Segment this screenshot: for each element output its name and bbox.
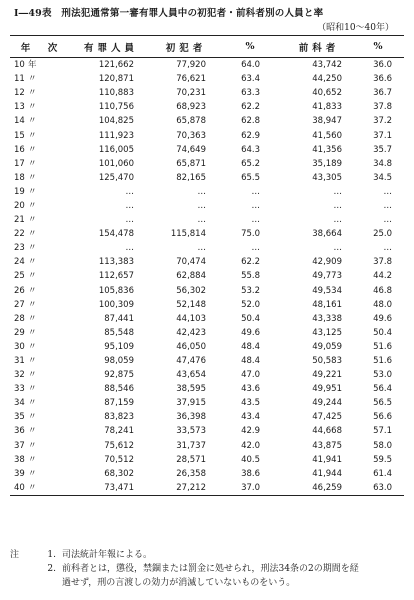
cell-first-offenders: 65,878 [176,116,206,127]
cell-year [10,171,72,185]
table-row [10,326,404,340]
cell-year [10,368,72,382]
cell-prior-pct: 57.1 [373,426,392,437]
ditto-mark: 〃 [28,116,37,127]
cell-first-offenders: 56,302 [176,285,206,296]
header-prior-pct: % [356,36,404,58]
cell-first-pct: 40.5 [241,454,260,465]
cell-year [10,100,72,114]
cell-year [10,453,72,467]
table-row [10,100,404,114]
cell-prior-record: 41,944 [312,468,342,479]
table-row [10,396,404,410]
cell-prior-record: 50,583 [312,356,342,367]
cell-prior-pct: 37.8 [373,257,392,268]
cell-first-offenders: 31,737 [176,440,206,451]
cell-convicted: 85,548 [104,327,134,338]
cell-year [10,227,72,241]
cell-year [10,114,72,128]
ditto-mark: 〃 [28,215,37,226]
cell-year [10,284,72,298]
cell-year [10,481,72,496]
ditto-mark: 〃 [28,440,37,451]
cell-prior-record: 41,560 [312,130,342,141]
cell-prior-pct: 37.8 [373,102,392,113]
year-number: 25 [14,271,25,282]
ditto-mark: 〃 [28,271,37,282]
ditto-mark: 〃 [28,327,37,338]
cell-convicted: 112,657 [98,271,134,282]
cell-convicted: 92,875 [104,370,134,381]
cell-prior-record: 43,742 [312,60,342,71]
cell-prior-pct: 50.4 [373,327,392,338]
table-row [10,453,404,467]
cell-convicted: 83,823 [104,412,134,423]
cell-first-offenders: 65,871 [176,158,206,169]
ditto-mark: 〃 [28,158,37,169]
cell-prior-record: 41,833 [312,102,342,113]
table-row [10,86,404,100]
ditto-mark: 〃 [28,313,37,324]
table-row [10,58,404,73]
cell-first-offenders: 76,621 [176,74,206,85]
ditto-mark: 〃 [28,482,37,493]
year-number: 18 [14,172,25,183]
cell-convicted: 87,441 [104,313,134,324]
cell-first-offenders: 33,573 [176,426,206,437]
cell-prior-record: 49,244 [312,398,342,409]
cell-first-pct: … [251,200,260,211]
cell-convicted: 73,471 [72,481,150,496]
cell-convicted: 88,546 [104,384,134,395]
year-number: 26 [14,285,25,296]
cell-convicted: 95,109 [104,341,134,352]
table-subtitle: （昭和10～40年） [317,23,394,33]
cell-year [10,128,72,142]
cell-year [10,354,72,368]
cell-prior-pct: 49.6 [373,313,392,324]
table-row [10,481,404,496]
cell-first-pct: 47.0 [241,370,260,381]
note-1 [10,548,406,562]
cell-prior-record: 44,668 [312,426,342,437]
year-number: 36 [14,426,25,437]
cell-year [10,255,72,269]
cell-prior-pct: 34.5 [373,172,392,183]
ditto-mark: 〃 [28,243,37,254]
ditto-mark: 〃 [28,200,37,211]
cell-first-pct: 50.4 [241,313,260,324]
cell-first-pct: 65.2 [241,158,260,169]
cell-year [10,326,72,340]
cell-convicted: 120,871 [98,74,134,85]
year-number: 24 [14,257,25,268]
year-number: 37 [14,440,25,451]
table-row [10,340,404,354]
cell-first-offenders: 52,148 [176,299,206,310]
note-label: 注 [10,550,20,560]
table-row [10,255,404,269]
cell-convicted: 110,883 [98,88,134,99]
cell-year [10,396,72,410]
cell-convicted: 68,302 [104,468,134,479]
year-unit: 年 [28,60,37,71]
table-row [10,382,404,396]
cell-prior-pct: 36.7 [373,88,392,99]
cell-convicted: 116,005 [98,144,134,155]
year-number: 39 [14,468,25,479]
cell-first-pct: 52.0 [241,299,260,310]
table-row [10,312,404,326]
cell-prior-record: 41,356 [312,144,342,155]
cell-convicted: 111,923 [98,130,134,141]
ditto-mark: 〃 [28,356,37,367]
year-number: 35 [14,412,25,423]
note-text: 司法統計年報による。 [62,550,153,560]
cell-year [10,424,72,438]
ditto-mark: 〃 [28,74,37,85]
year-number: 22 [14,229,25,240]
cell-first-pct: 43.5 [241,398,260,409]
cell-prior-pct: 36.6 [373,74,392,85]
cell-convicted: 154,478 [98,229,134,240]
year-number: 12 [14,88,25,99]
cell-convicted: 100,309 [98,299,134,310]
header-convicted: 有罪人員 [72,36,150,58]
cell-prior-pct: … [383,215,392,226]
cell-first-pct: … [251,186,260,197]
cell-year [10,340,72,354]
year-number: 14 [14,116,25,127]
cell-first-offenders: 77,920 [176,60,206,71]
table-row [10,269,404,283]
cell-first-pct: 65.5 [241,172,260,183]
table-row [10,185,404,199]
table-row [10,284,404,298]
cell-prior-pct: … [383,243,392,254]
cell-first-pct: 48.4 [241,356,260,367]
header-prior-record: 前科者 [282,36,356,58]
cell-prior-record: 43,338 [312,313,342,324]
statistics-table [10,35,404,496]
table-row [10,467,404,481]
cell-convicted: 110,756 [98,102,134,113]
year-number: 31 [14,356,25,367]
cell-convicted: 70,512 [104,454,134,465]
cell-year [10,86,72,100]
header-row [10,36,404,58]
cell-first-pct: 53.2 [241,285,260,296]
cell-prior-record: … [333,243,342,254]
year-number: 34 [14,398,25,409]
note-text: 前科者とは，懲役，禁錮または罰金に処せられ，刑法34条の2の期間を経 [62,564,359,574]
note-number: 2. [47,564,56,574]
cell-first-offenders: 47,476 [176,356,206,367]
table-row [10,410,404,424]
cell-year [10,241,72,255]
table-row [10,114,404,128]
cell-first-pct: 48.4 [241,341,260,352]
cell-prior-record: 44,250 [312,74,342,85]
cell-prior-pct: 58.0 [373,440,392,451]
cell-prior-pct: 56.6 [373,412,392,423]
cell-prior-record: 49,059 [312,341,342,352]
cell-convicted: 87,159 [104,398,134,409]
cell-convicted: 104,825 [98,116,134,127]
cell-first-pct: 62.2 [241,102,260,113]
cell-first-offenders: 36,398 [176,412,206,423]
cell-convicted: 121,662 [98,60,134,71]
year-number: 16 [14,144,25,155]
cell-first-offenders: … [197,200,206,211]
cell-first-offenders: … [197,186,206,197]
cell-first-offenders: 115,814 [170,229,206,240]
table-row [10,128,404,142]
year-number: 20 [14,200,25,211]
cell-first-pct: 63.4 [241,74,260,85]
cell-year [10,72,72,86]
cell-convicted: 101,060 [98,158,134,169]
year-number: 32 [14,370,25,381]
cell-convicted: … [125,186,134,197]
cell-year [10,58,72,73]
cell-convicted: … [125,215,134,226]
cell-prior-record: 46,259 [282,481,356,496]
table-row [10,143,404,157]
cell-first-pct: 75.0 [241,229,260,240]
cell-first-offenders: 70,363 [176,130,206,141]
cell-first-pct: 43.6 [241,384,260,395]
cell-first-pct: 37.0 [222,481,282,496]
cell-prior-pct: 56.5 [373,398,392,409]
year-number: 21 [14,215,25,226]
year-number: 23 [14,243,25,254]
note-text-continued: 過せず，刑の言渡しの効力が消滅していないものをいう。 [62,578,296,588]
cell-first-offenders: 28,571 [176,454,206,465]
cell-first-pct: 64.0 [241,60,260,71]
notes [10,548,406,590]
cell-year [10,199,72,213]
cell-prior-pct: 63.0 [356,481,404,496]
cell-convicted: … [125,243,134,254]
year-number: 29 [14,327,25,338]
cell-first-pct: 42.9 [241,426,260,437]
cell-first-offenders: 27,212 [150,481,222,496]
cell-first-pct: 49.6 [241,327,260,338]
cell-year [10,298,72,312]
table-row [10,241,404,255]
ditto-mark: 〃 [28,299,37,310]
cell-first-pct: … [251,215,260,226]
table-row [10,424,404,438]
cell-convicted: 105,836 [98,285,134,296]
table-row [10,157,404,171]
cell-year [10,213,72,227]
cell-prior-record: 35,189 [312,158,342,169]
cell-prior-pct: 37.1 [373,130,392,141]
cell-prior-record: 40,652 [312,88,342,99]
year-number: 28 [14,313,25,324]
cell-prior-pct: 51.6 [373,356,392,367]
cell-prior-record: … [333,215,342,226]
cell-prior-pct: 51.6 [373,341,392,352]
cell-prior-pct: … [383,186,392,197]
cell-prior-pct: 44.2 [373,271,392,282]
year-number: 33 [14,384,25,395]
cell-first-offenders: 37,915 [176,398,206,409]
cell-prior-pct: 35.7 [373,144,392,155]
ditto-mark: 〃 [28,454,37,465]
cell-first-pct: 38.6 [241,468,260,479]
cell-prior-pct: 59.5 [373,454,392,465]
cell-prior-record: 41,941 [312,454,342,465]
cell-first-pct: 63.3 [241,88,260,99]
cell-first-offenders: 38,595 [176,384,206,395]
cell-first-pct: 62.9 [241,130,260,141]
cell-first-pct: 42.0 [241,440,260,451]
note-number: 1. [47,550,56,560]
cell-year [10,312,72,326]
ditto-mark: 〃 [28,130,37,141]
cell-first-offenders: … [197,243,206,254]
cell-first-offenders: 46,050 [176,341,206,352]
ditto-mark: 〃 [28,426,37,437]
cell-prior-pct: 34.8 [373,158,392,169]
cell-year [10,467,72,481]
table-body [10,58,404,496]
cell-first-offenders: 68,923 [176,102,206,113]
table-row [10,227,404,241]
cell-prior-pct: 56.4 [373,384,392,395]
table-row [10,199,404,213]
cell-prior-record: … [333,200,342,211]
cell-convicted: 113,383 [98,257,134,268]
ditto-mark: 〃 [28,229,37,240]
header-year: 年 次 [10,36,72,58]
cell-prior-record: 42,909 [312,257,342,268]
cell-prior-record: 43,125 [312,327,342,338]
cell-prior-pct: … [383,200,392,211]
cell-year [10,269,72,283]
cell-prior-record: 48,161 [312,299,342,310]
ditto-mark: 〃 [28,172,37,183]
year-number: 19 [14,186,25,197]
cell-first-offenders: 70,231 [176,88,206,99]
cell-first-pct: 62.2 [241,257,260,268]
ditto-mark: 〃 [28,285,37,296]
cell-prior-pct: 48.0 [373,299,392,310]
ditto-mark: 〃 [28,384,37,395]
year-number: 10 [14,60,25,71]
cell-first-offenders: 44,103 [176,313,206,324]
table-title: I―49表 刑法犯通常第一審有罪人員中の初犯者・前科者別の人員と率 [14,8,324,19]
cell-year [10,382,72,396]
note-2 [10,562,406,576]
year-number: 30 [14,341,25,352]
cell-first-offenders: 74,649 [176,144,206,155]
year-number: 27 [14,299,25,310]
cell-first-pct: 43.4 [241,412,260,423]
cell-first-offenders: 82,165 [176,172,206,183]
header-first-offenders: 初犯者 [150,36,222,58]
cell-first-offenders: 42,423 [176,327,206,338]
table-row [10,368,404,382]
ditto-mark: 〃 [28,341,37,352]
cell-first-offenders: 70,474 [176,257,206,268]
year-number: 13 [14,102,25,113]
cell-prior-pct: 36.0 [373,60,392,71]
cell-first-offenders: 62,884 [176,271,206,282]
year-number: 40 [14,482,25,493]
table-row [10,354,404,368]
cell-convicted: 98,059 [104,356,134,367]
cell-convicted: … [125,200,134,211]
cell-prior-pct: 46.8 [373,285,392,296]
cell-year [10,410,72,424]
cell-prior-record: 49,534 [312,285,342,296]
cell-first-pct: 64.3 [241,144,260,155]
year-number: 38 [14,454,25,465]
table-row [10,439,404,453]
cell-prior-record: 49,773 [312,271,342,282]
ditto-mark: 〃 [28,257,37,268]
cell-prior-pct: 61.4 [373,468,392,479]
ditto-mark: 〃 [28,370,37,381]
ditto-mark: 〃 [28,102,37,113]
cell-convicted: 75,612 [104,440,134,451]
ditto-mark: 〃 [28,412,37,423]
ditto-mark: 〃 [28,468,37,479]
cell-prior-record: 38,664 [312,229,342,240]
year-number: 17 [14,158,25,169]
cell-first-offenders: 26,358 [176,468,206,479]
cell-prior-record: 49,951 [312,384,342,395]
year-number: 11 [14,74,25,85]
cell-year [10,185,72,199]
cell-prior-record: … [333,186,342,197]
cell-first-pct: 62.8 [241,116,260,127]
cell-year [10,157,72,171]
table-row [10,213,404,227]
year-number: 15 [14,130,25,141]
cell-first-pct: 55.8 [241,271,260,282]
cell-prior-record: 47,425 [312,412,342,423]
table-row [10,298,404,312]
cell-prior-record: 38,947 [312,116,342,127]
ditto-mark: 〃 [28,398,37,409]
table-row [10,171,404,185]
cell-convicted: 125,470 [98,172,134,183]
ditto-mark: 〃 [28,186,37,197]
cell-prior-pct: 37.2 [373,116,392,127]
header-first-pct: % [222,36,282,58]
table-row [10,72,404,86]
cell-prior-record: 43,305 [312,172,342,183]
ditto-mark: 〃 [28,88,37,99]
cell-prior-record: 49,221 [312,370,342,381]
cell-prior-record: 43,875 [312,440,342,451]
cell-convicted: 78,241 [104,426,134,437]
cell-year [10,143,72,157]
cell-first-pct: … [251,243,260,254]
ditto-mark: 〃 [28,144,37,155]
cell-year [10,439,72,453]
cell-prior-pct: 53.0 [373,370,392,381]
cell-prior-pct: 25.0 [373,229,392,240]
cell-first-offenders: 43,654 [176,370,206,381]
cell-first-offenders: … [197,215,206,226]
